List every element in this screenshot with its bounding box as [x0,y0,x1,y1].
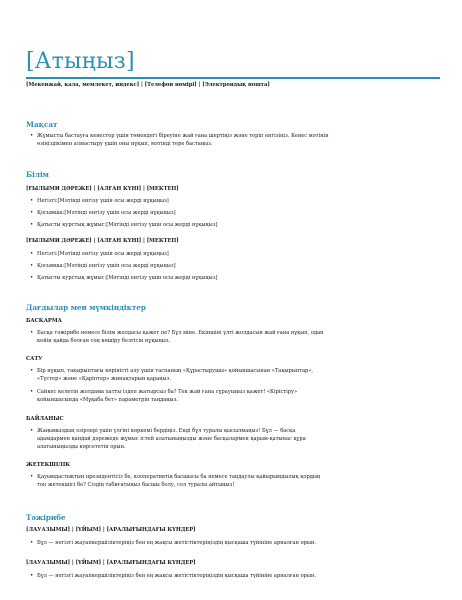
education-entry-title[interactable]: [ҒЫЛЫМИ ДӘРЕЖЕ] | [АЛҒАН КҮНІ] | [МЕКТЕП] [26,186,179,192]
skills-communication-line[interactable]: адамдармен қандай дәрежеде жұмыс істей алатыныңызды және басқалармен қарым-қатынас құра [37,436,306,442]
education-item[interactable]: Қатысты курстық жұмыс:[Мәтінді енгізу үшін осы жерді нұқыңыз] [37,275,218,281]
education-item[interactable]: Негізгі:[Мәтінді енгізу үшін осы жерді нұқыңыз] [37,198,169,204]
skills-communication-line[interactable]: алатыныңызды көрсететін орын. [37,444,126,450]
bullet: • [30,210,34,216]
bullet: • [30,474,34,480]
resume-name[interactable]: [Атыңыз] [26,49,135,74]
bullet: • [30,428,34,434]
name-underline [26,77,440,79]
skills-communication-title[interactable]: БАЙЛАНЫС [26,416,64,422]
skills-sales-line[interactable]: Бір нұқып, тақырыптағы көріністі алу үшін таспаның «Құрастырушы» қойыншасынан «Тақырыптар», [37,368,314,374]
education-item[interactable]: Қатысты курстық жұмыс:[Мәтінді енгізу үшін осы жерді нұқыңыз] [37,222,218,228]
skills-management-line[interactable]: Басқа тәжірибе немесе білім жолдасы қажет пе? Бұл міне. Екіншіні үлгі жолдасын жай ғана нұқып, одан [37,330,324,336]
skills-sales-line[interactable]: «Түстер» және «Қаріптер» жинақтарын қараңыз. [37,376,171,382]
skills-sales-line[interactable]: Сайкес келетін жолдама хатты іздеп жатырсыз ба? Тек жай ғана сұрауыңыз қажет! «Кірістіру» [37,389,298,395]
skills-leadership-line[interactable]: Қауымдастықтың президентісіз бе, кооперативтің басшысы ба немесе таңдаулы қайырымдылық қордың [37,474,321,480]
bullet: • [30,222,34,228]
skills-sales-line[interactable]: қойыншасында «Мұқаба бет» параметрін таңдаңыз. [37,397,178,403]
skills-management-line[interactable]: кейін қайда болған соң көшіру белгісін нұқыңыз. [37,338,171,344]
education-item[interactable]: Қосымша:[Мәтінді енгізу үшін осы жерді нұқыңыз] [37,263,176,269]
bullet: • [30,275,34,281]
skills-sales-title[interactable]: САТУ [26,356,43,362]
experience-entry-title[interactable]: [ЛАУАЗЫМЫ] | [ҮЙЫМ] | [АРАЛЫҒЫНДАҒЫ КҮНДЕР] [26,560,196,566]
objective-heading[interactable]: Мақсат [26,120,58,129]
skills-heading[interactable]: Дағдылар мен мүмкіндіктер [26,303,146,312]
bullet: • [30,198,34,204]
objective-line[interactable]: өзіңіздікімен алмастыру үшін оны нұқып, мәтінді тере бастаңыз. [37,141,213,147]
bullet: • [30,263,34,269]
experience-entry-line[interactable]: Бұл — негізгі жауапкершіліктеріңіз бен ең жақсы жетістіктеріңіздің қысқаша түйініне арналған орын. [37,573,316,579]
bullet: • [30,389,34,395]
education-item[interactable]: Негізгі:[Мәтінді енгізу үшін осы жерді нұқыңыз] [37,251,169,257]
education-item[interactable]: Қосымша:[Мәтінді енгізу үшін осы жерді нұқыңыз] [37,210,176,216]
education-entry-title[interactable]: [ҒЫЛЫМИ ДӘРЕЖЕ] | [АЛҒАН КҮНІ] | [МЕКТЕП] [26,238,179,244]
bullet: • [30,133,34,139]
education-heading[interactable]: Білім [26,170,49,179]
skills-communication-line[interactable]: Жаңымыздың әзірлері үшін үлгіні көркемі бердіңіз. Енді бұл туралы қысылмаңыз! Бұл — басқа [37,428,296,434]
bullet: • [30,540,34,546]
skills-leadership-line[interactable]: топ жетекшісі бе? Сіздің табиғатыңыз басшы болу, сол туралы айтыңыз! [37,482,235,488]
experience-entry-line[interactable]: Бұл — негізгі жауапкершіліктеріңіз бен ең жақсы жетістіктеріңіздің қысқаша түйініне арналған орын. [37,540,316,546]
bullet: • [30,251,34,257]
contact-line[interactable]: [Мекенжай, қала, мемлекет, индекс] | [Телефон нөмірі] | [Электрондық пошта] [26,82,270,88]
objective-line[interactable]: Жұмысты бастауға кеңестер үшін төмендегі біреуіне жай ғана шертіңіз және теріп енгізіңіз. Кеңес мәтінін [37,133,329,139]
experience-heading[interactable]: Тәжірибе [26,513,66,522]
experience-entry-title[interactable]: [ЛАУАЗЫМЫ] | [ҮЙЫМ] | [АРАЛЫҒЫНДАҒЫ КҮНДЕР] [26,527,196,533]
bullet: • [30,330,34,336]
skills-management-title[interactable]: БАСҚАРМА [26,318,62,324]
bullet: • [30,573,34,579]
bullet: • [30,368,34,374]
skills-leadership-title[interactable]: ЖЕТЕКШІЛІК [26,462,71,468]
